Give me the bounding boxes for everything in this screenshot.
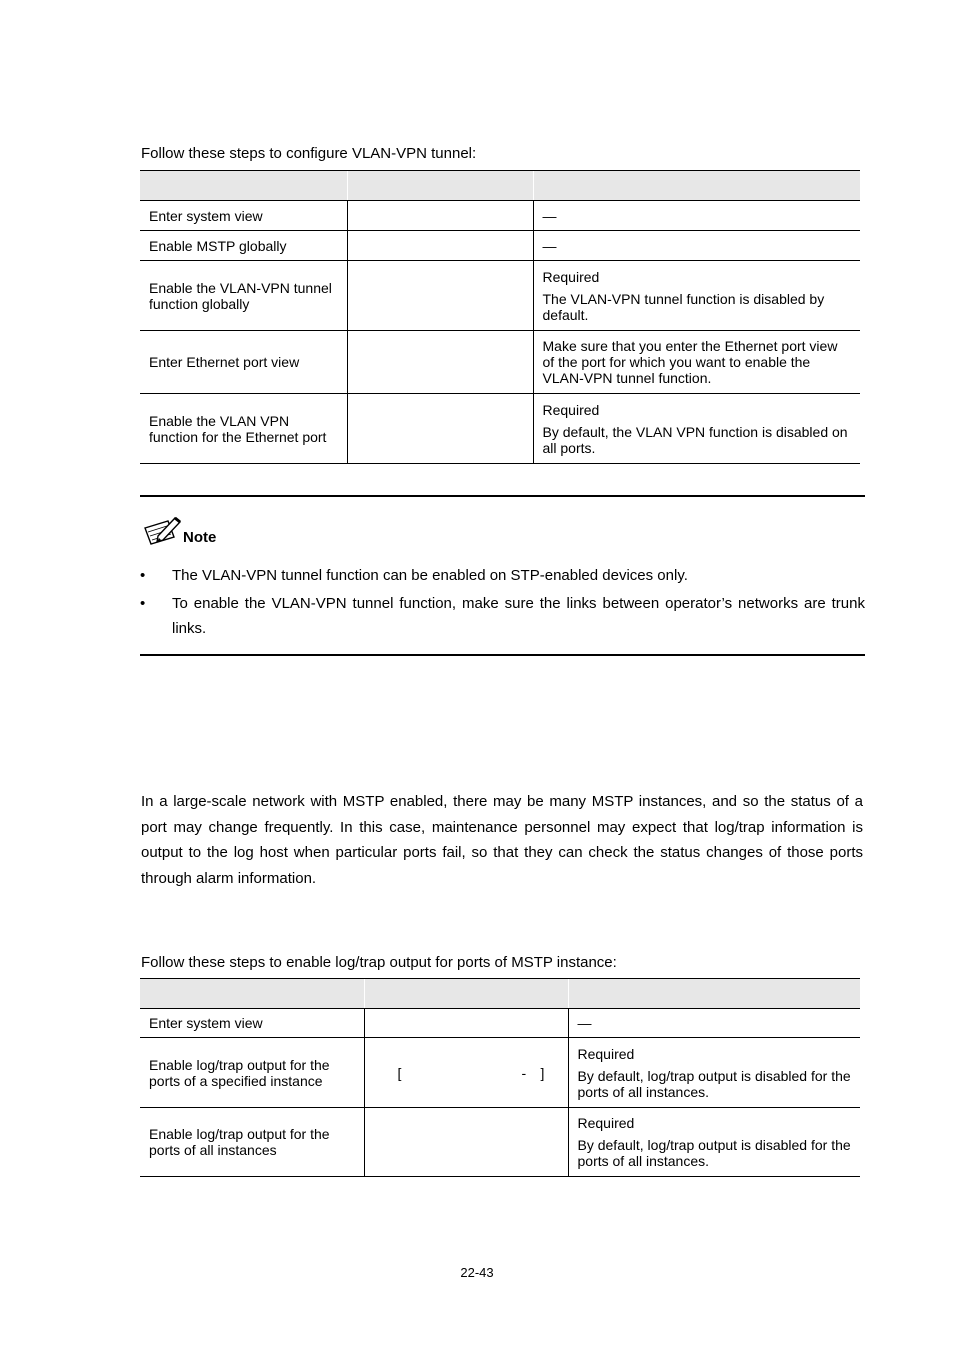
operation-cell: Enable the VLAN-VPN tunnel function globally	[140, 261, 347, 331]
command-cell	[347, 331, 533, 394]
vlan-vpn-intro: Follow these steps to configure VLAN-VPN tunnel:	[141, 145, 477, 162]
operation-cell: Enable log/trap output for the ports of all instances	[140, 1108, 364, 1177]
operation-cell: Enter system view	[140, 201, 347, 231]
log-trap-steps-table	[140, 978, 860, 1177]
log-trap-intro: Follow these steps to enable log/trap output for ports of MSTP instance:	[141, 954, 617, 971]
command-cell	[347, 261, 533, 331]
table-row	[140, 1038, 860, 1108]
command-bracket-close: ]	[540, 1064, 545, 1081]
table-header-row	[140, 171, 860, 201]
remarks-cell: Required By default, the VLAN VPN function is disabled on all ports.	[533, 394, 860, 464]
remarks-cell: —	[568, 1009, 860, 1038]
note-item: • The VLAN-VPN tunnel function can be enabled on STP-enabled devices only.	[140, 563, 865, 588]
remarks-cell: Required By default, log/trap output is disabled for the ports of all instances.	[568, 1108, 860, 1177]
command-cell	[364, 1038, 568, 1108]
remarks-cell: Required The VLAN-VPN tunnel function is disabled by default.	[533, 261, 860, 331]
operation-cell: Enter system view	[140, 1009, 364, 1038]
remarks-cell: Required By default, log/trap output is disabled for the ports of all instances.	[568, 1038, 860, 1108]
note-box	[140, 495, 865, 656]
operation-cell: Enable MSTP globally	[140, 231, 347, 261]
table-row	[140, 261, 860, 331]
note-title: Note	[183, 529, 217, 546]
operation-cell: Enter Ethernet port view	[140, 331, 347, 394]
command-cell	[347, 231, 533, 261]
note-list	[140, 563, 865, 644]
table-row	[140, 231, 860, 261]
command-range-dash: -	[521, 1064, 527, 1081]
remarks-cell: —	[533, 231, 860, 261]
body-paragraph: In a large-scale network with MSTP enabled, there may be many MSTP instances, and so the status of a port may change frequently. In this case, maintenance personnel may expect that log/trap information is output to the log host when particular ports fail, so that they can check the status changes of those ports through alarm information.	[141, 793, 863, 887]
note-item: • To enable the VLAN-VPN tunnel function, make sure the links between operator’s networks are trunk links.	[140, 591, 865, 641]
table-row	[140, 331, 860, 394]
remarks-cell: —	[533, 201, 860, 231]
table-row	[140, 394, 860, 464]
command-cell	[347, 201, 533, 231]
remarks-cell: Make sure that you enter the Ethernet port view of the port for which you want to enable the VLAN-VPN tunnel function.	[533, 331, 860, 394]
command-cell	[364, 1108, 568, 1177]
command-cell	[364, 1009, 568, 1038]
vlan-vpn-steps-table	[140, 170, 860, 464]
note-pencil-icon	[142, 515, 182, 545]
bullet-icon: •	[140, 595, 146, 612]
table-row	[140, 201, 860, 231]
operation-cell: Enable the VLAN VPN function for the Ethernet port	[140, 394, 347, 464]
table-row	[140, 1108, 860, 1177]
command-bracket-open: [	[397, 1064, 402, 1081]
table-row	[140, 1009, 860, 1038]
operation-cell: Enable log/trap output for the ports of a specified instance	[140, 1038, 364, 1108]
page-number: 22-43	[460, 1265, 494, 1280]
command-cell	[347, 394, 533, 464]
table-header-row	[140, 979, 860, 1009]
bullet-icon: •	[140, 567, 146, 584]
